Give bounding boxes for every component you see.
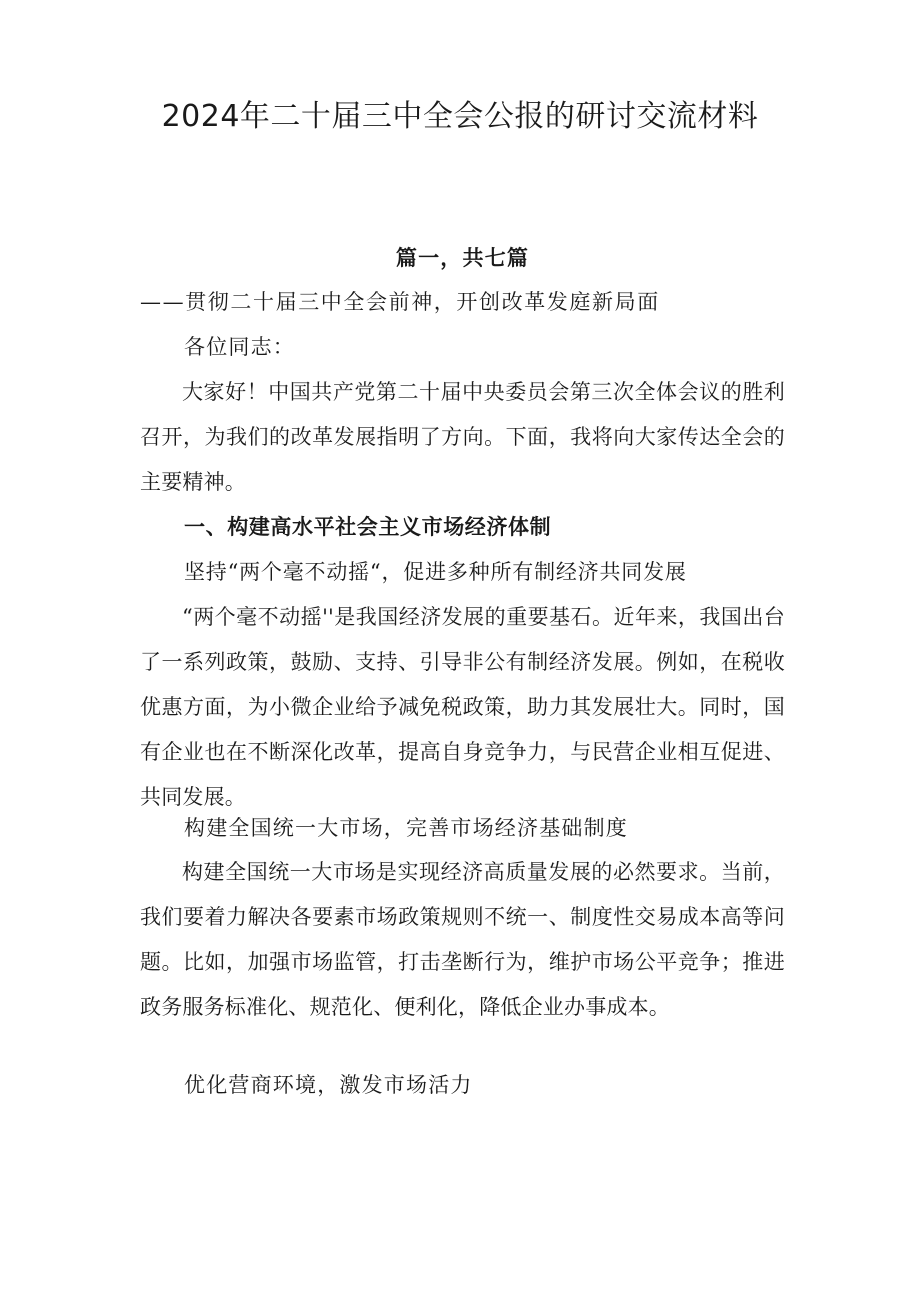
subsection-body-1: “两个毫不动摇''是我国经济发展的重要基石。近年来，我国出台了一系列政策，鼓励、支持、引导非公有制经济发展。例如，在税收优惠方面，为小微企业给予减免税政策，助力其发展壮大。同时，国有企业也在不断深化改革，提高自身竞争力，与民营企业相互促进、共同发展。 bbox=[140, 605, 785, 809]
subtitle: ——贯彻二十届三中全会前神，开创改革发庭新局面 bbox=[140, 290, 660, 314]
subsection-heading-1: 坚持“两个毫不动摇“，促进多种所有制经济共同发展 bbox=[184, 560, 687, 584]
document-title: 2024年二十届三中全会公报的研讨交流材料 bbox=[161, 99, 759, 134]
salutation: 各位同志： bbox=[184, 335, 295, 359]
subsection-heading-3: 优化营商环境，激发市场活力 bbox=[184, 1073, 473, 1097]
section-heading-1: 一、构建高水平社会主义市场经济体制 bbox=[184, 515, 552, 539]
chapter-heading: 篇一，共七篇 bbox=[395, 246, 530, 270]
intro-paragraph: 大家好！中国共产党第二十届中央委员会第三次全体会议的胜利召开，为我们的改革发展指明了方向。下面，我将向大家传达全会的主要精神。 bbox=[140, 380, 785, 494]
subsection-heading-2: 构建全国统一大市场，完善市场经济基础制度 bbox=[184, 816, 628, 840]
subsection-body-2: 构建全国统一大市场是实现经济高质量发展的必然要求。当前，我们要着力解决各要素市场政策规则不统一、制度性交易成本高等问题。比如，加强市场监管，打击垄断行为，维护市场公平竞争；推进政务服务标准化、规范化、便利化，降低企业办事成本。 bbox=[140, 860, 785, 1019]
